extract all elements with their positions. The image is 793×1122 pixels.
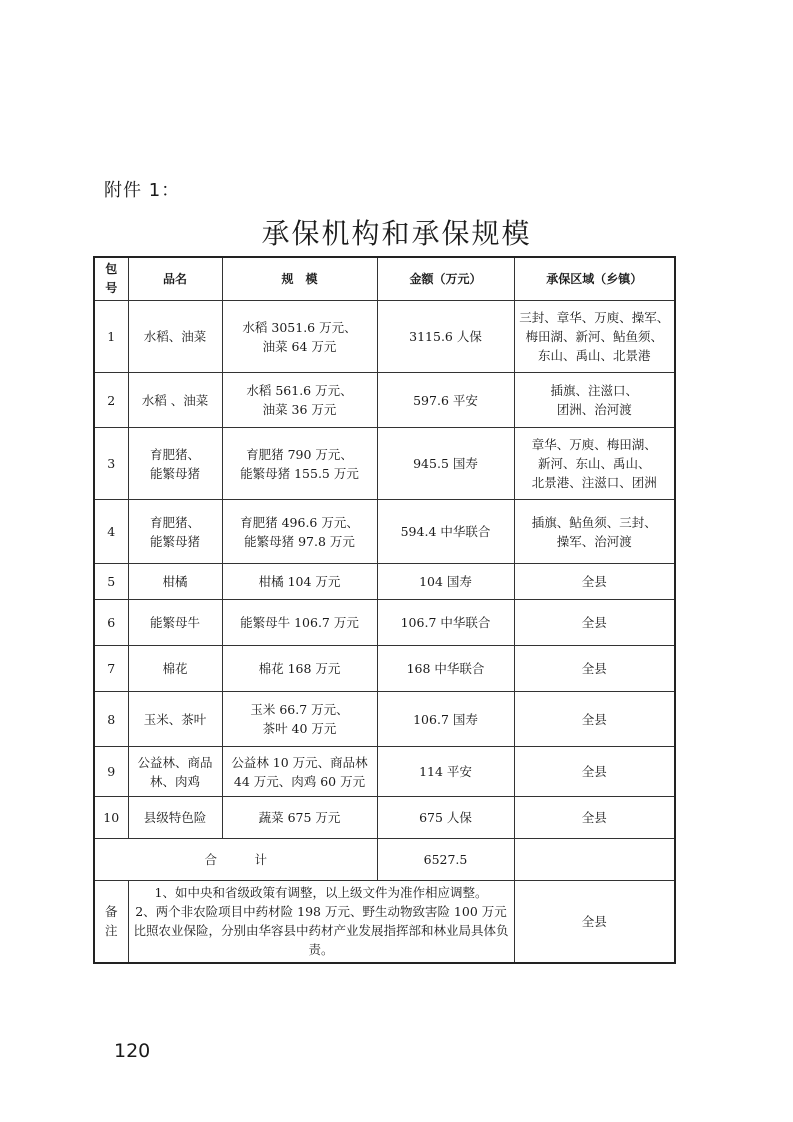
variety-cell: 育肥猪、 能繁母猪 <box>128 500 222 564</box>
package-no: 7 <box>94 646 128 692</box>
variety-cell: 水稻、油菜 <box>128 301 222 373</box>
amount-cell: 114 平安 <box>377 747 514 797</box>
table-row <box>94 301 675 373</box>
variety-cell: 柑橘 <box>128 564 222 600</box>
scale-cell: 柑橘 104 万元 <box>222 564 377 600</box>
scale-cell: 育肥猪 496.6 万元、 能繁母猪 97.8 万元 <box>222 500 377 564</box>
total-row <box>94 839 675 881</box>
total-amount: 6527.5 <box>377 839 514 881</box>
header-row <box>94 257 675 301</box>
region-cell: 插旗、鲇鱼须、三封、 操军、治河渡 <box>514 500 675 564</box>
package-no: 10 <box>94 797 128 839</box>
package-no: 6 <box>94 600 128 646</box>
scale-cell: 水稻 3051.6 万元、 油菜 64 万元 <box>222 301 377 373</box>
variety-cell: 公益林、商品 林、肉鸡 <box>128 747 222 797</box>
attachment-label: 附件 1： <box>104 180 181 201</box>
package-no: 1 <box>94 301 128 373</box>
amount-cell: 106.7 中华联合 <box>377 600 514 646</box>
scale-cell: 棉花 168 万元 <box>222 646 377 692</box>
amount-cell: 594.4 中华联合 <box>377 500 514 564</box>
region-cell: 全县 <box>514 692 675 747</box>
variety-cell: 能繁母牛 <box>128 600 222 646</box>
variety-cell: 县级特色险 <box>128 797 222 839</box>
package-no: 9 <box>94 747 128 797</box>
amount-cell: 945.5 国寿 <box>377 428 514 500</box>
scale-cell: 能繁母牛 106.7 万元 <box>222 600 377 646</box>
region-cell: 三封、章华、万庾、操军、 梅田湖、新河、鲇鱼须、 东山、禹山、北景港 <box>514 301 675 373</box>
variety-cell: 棉花 <box>128 646 222 692</box>
table-row <box>94 428 675 500</box>
amount-cell: 106.7 国寿 <box>377 692 514 747</box>
remarks-label: 备 注 <box>94 881 128 963</box>
package-no: 4 <box>94 500 128 564</box>
scale-cell: 玉米 66.7 万元、 茶叶 40 万元 <box>222 692 377 747</box>
table-row <box>94 600 675 646</box>
page-number: 120 <box>114 1040 151 1062</box>
amount-cell: 3115.6 人保 <box>377 301 514 373</box>
scale-cell: 水稻 561.6 万元、 油菜 36 万元 <box>222 373 377 428</box>
table-row <box>94 797 675 839</box>
remarks-notes <box>128 881 514 963</box>
table-row <box>94 747 675 797</box>
amount-cell: 104 国寿 <box>377 564 514 600</box>
package-no: 3 <box>94 428 128 500</box>
table-row <box>94 373 675 428</box>
scale-cell: 蔬菜 675 万元 <box>222 797 377 839</box>
header-variety: 品名 <box>128 257 222 301</box>
header-region: 承保区域（乡镇） <box>514 257 675 301</box>
amount-cell: 168 中华联合 <box>377 646 514 692</box>
amount-cell: 597.6 平安 <box>377 373 514 428</box>
table-row <box>94 692 675 747</box>
table-row <box>94 564 675 600</box>
header-amount: 金额（万元） <box>377 257 514 301</box>
table-row <box>94 646 675 692</box>
region-cell: 插旗、注滋口、 团洲、治河渡 <box>514 373 675 428</box>
variety-cell: 育肥猪、 能繁母猪 <box>128 428 222 500</box>
table-row <box>94 500 675 564</box>
remarks-row <box>94 881 675 963</box>
document-title: 承保机构和承保规模 <box>261 217 532 250</box>
underwriting-table <box>93 256 676 964</box>
package-no: 5 <box>94 564 128 600</box>
region-cell: 全县 <box>514 564 675 600</box>
region-cell: 全县 <box>514 600 675 646</box>
region-cell: 全县 <box>514 747 675 797</box>
package-no: 8 <box>94 692 128 747</box>
variety-cell: 水稻 、油菜 <box>128 373 222 428</box>
region-cell: 全县 <box>514 646 675 692</box>
scale-cell: 育肥猪 790 万元、 能繁母猪 155.5 万元 <box>222 428 377 500</box>
amount-cell: 675 人保 <box>377 797 514 839</box>
scale-cell: 公益林 10 万元、商品林 44 万元、肉鸡 60 万元 <box>222 747 377 797</box>
header-package-no: 包 号 <box>94 257 128 301</box>
package-no: 2 <box>94 373 128 428</box>
region-cell: 章华、万庾、梅田湖、 新河、东山、禹山、 北景港、注滋口、团洲 <box>514 428 675 500</box>
total-label: 合 计 <box>94 839 377 881</box>
remark-line-1: 1、如中央和省级政策有调整，以上级文件为准作相应调整。 <box>154 885 488 901</box>
remarks-region: 全县 <box>514 881 675 963</box>
total-region-empty <box>514 839 675 881</box>
remark-line-2: 2、两个非农险项目中药材险 198 万元、野生动物致害险 100 万元比照农业保险，分别由华容县中药材产业发展指挥部和林业局具体负责。 <box>133 904 509 958</box>
region-cell: 全县 <box>514 797 675 839</box>
header-scale: 规 模 <box>222 257 377 301</box>
variety-cell: 玉米、茶叶 <box>128 692 222 747</box>
